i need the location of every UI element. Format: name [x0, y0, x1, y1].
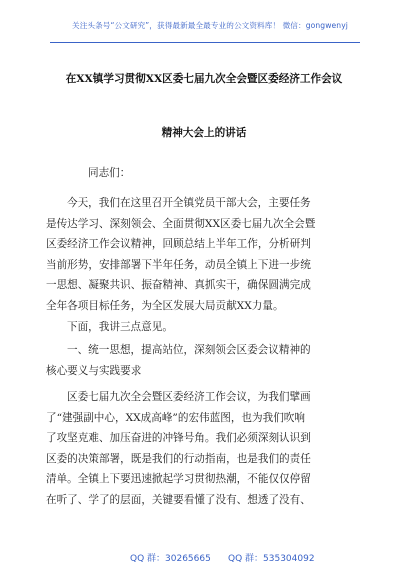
footer — [0, 551, 408, 565]
paragraph-1-line: 区委经济工作会议精神，回顾总结上半年工作，分析研判 — [46, 238, 311, 250]
footer-qq-group-1: QQ 群：30265665 — [130, 554, 211, 564]
paragraph-3 — [46, 340, 366, 381]
header-divider — [50, 42, 360, 43]
paragraph-4-line: 区委的决策部署，既是我们的行动指南，也是我们的责任 — [46, 452, 311, 465]
footer-qq-group-2: QQ 群：535304092 — [228, 554, 315, 564]
salutation: 同志们： — [88, 167, 131, 179]
paragraph-4 — [46, 387, 366, 510]
section-heading-line: 核心要义与实践要求 — [46, 364, 142, 377]
paragraph-1 — [46, 193, 366, 316]
paragraph-4-line: 在听了、学了的层面，关键要看懂了没有、想透了没有、 — [46, 493, 311, 506]
paragraph-1-line: 全年各项目标任务，为全区发展大局贡献XX力量。 — [46, 299, 284, 312]
paragraph-2: 下面，我讲三点意见。 — [67, 321, 173, 333]
document-title-line-1: 在XX镇学习贯彻XX区委七届九次全会暨区委经济工作会议 — [65, 73, 343, 85]
paragraph-4-line: 了攻坚克难、加压奋进的冲锋号角。我们必须深刻认识到 — [46, 432, 311, 444]
paragraph-1-line: 今天，我们在这里召开全镇党员干部大会，主要任务 — [67, 197, 311, 209]
header-banner: 关注头条号“公文研究”，获得最新最全最专业的公文资料库！ 微信：gongwenyj — [72, 21, 348, 30]
paragraph-4-line: 区委七届九次全会暨区委经济工作会议，为我们擘画 — [67, 391, 311, 403]
paragraph-1-line: 当前形势，安排部署下半年任务，动员全镇上下进一步统 — [46, 258, 311, 271]
paragraph-1-line: 是传达学习、深刻领会、全面贯彻XX区委七届九次全会暨 — [46, 217, 316, 230]
section-heading-line: 一、统一思想，提高站位，深刻领会区委会议精神的 — [67, 344, 311, 356]
paragraph-4-line: 了“建强副中心，XX成高峰”的宏伟蓝图，也为我们吹响 — [46, 411, 305, 424]
paragraph-4-line: 清单。全镇上下要迅速掀起学习贯彻热潮，不能仅仅停留 — [46, 473, 311, 485]
document-title-line-2: 精神大会上的讲话 — [161, 127, 247, 139]
paragraph-1-line: 一思想、凝聚共识、振奋精神、真抓实干，确保圆满完成 — [46, 279, 311, 291]
